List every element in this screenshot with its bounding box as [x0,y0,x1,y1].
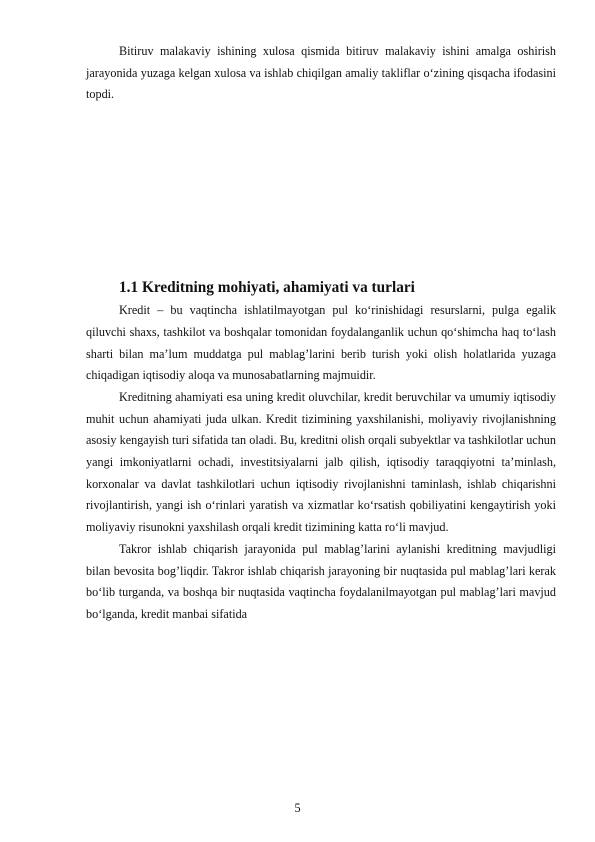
blank-space [86,106,556,276]
page-number: 5 [294,801,301,815]
body-paragraph-2: Kreditning ahamiyati esa uning kredit oluvchilar, kredit beruvchilar va umumiy iqtisodiy muhit uchun ahamiyati juda ulkan. Kredit tizimining yaxshilanishi, moliyaviy rivojlanishning asosiy kengayish turi sifatida tan oladi. Bu, kreditni olish orqali subyektlar va tashkilotlar uchun yangi imkoniyatlarni ochadi, investitsiyalarni jalb qilish, iqtisodiy taraqqiyotni ta’minlash, korxonalar va davlat tashkilotlari uchun iqtisodiy rivojlanishni taminlash, ishlab chiqarishni rivojlantirish, yangi ish o‘rinlari yaratish va xizmatlar ko‘rsatish qobiliyatini kengaytirish yoki moliyaviy risunokni yaxshilash orqali kredit tizimining katta ro‘li mavjud. [86,389,556,535]
section-heading: 1.1 Kreditning mohiyati, ahamiyati va turlari [119,279,415,297]
body-paragraph-3: Takror ishlab chiqarish jarayonida pul mablag’larini aylanishi kreditning mavjudligi bilan bevosita bog’liqdir. Takror ishlab chiqarish jarayoning bir nuqtasida pul mablag’lari kerak bo‘lib turganda, va boshqa bir nuqtasida vaqtincha foydalanilmayotgan pul mablag’lari mavjud bo‘lganda, kredit manbai sifatida [86,541,556,621]
intro-paragraph: Bitiruv malakaviy ishining xulosa qismida bitiruv malakaviy ishini amalga oshirish jarayonida yuzaga kelgan xulosa va ishlab chiqilgan amaliy takliflar o‘zining qisqacha ifodasini topdi. [86,44,556,102]
body-paragraph-1: Kredit – bu vaqtincha ishlatilmayotgan pul ko‘rinishidagi resurslarni, pulga egalik qiluvchi shaxs, tashkilot va boshqalar tomonidan foydalanganlik uchun qo‘shimcha haq to‘lash sharti bilan ma’lum muddatga pul mablag’larini berib turish yoki olish holatlarida yuzaga chiqadigan iqtisodiy aloqa va munosabatlarning majmuidir. [86,303,556,383]
document-page [86,41,556,626]
